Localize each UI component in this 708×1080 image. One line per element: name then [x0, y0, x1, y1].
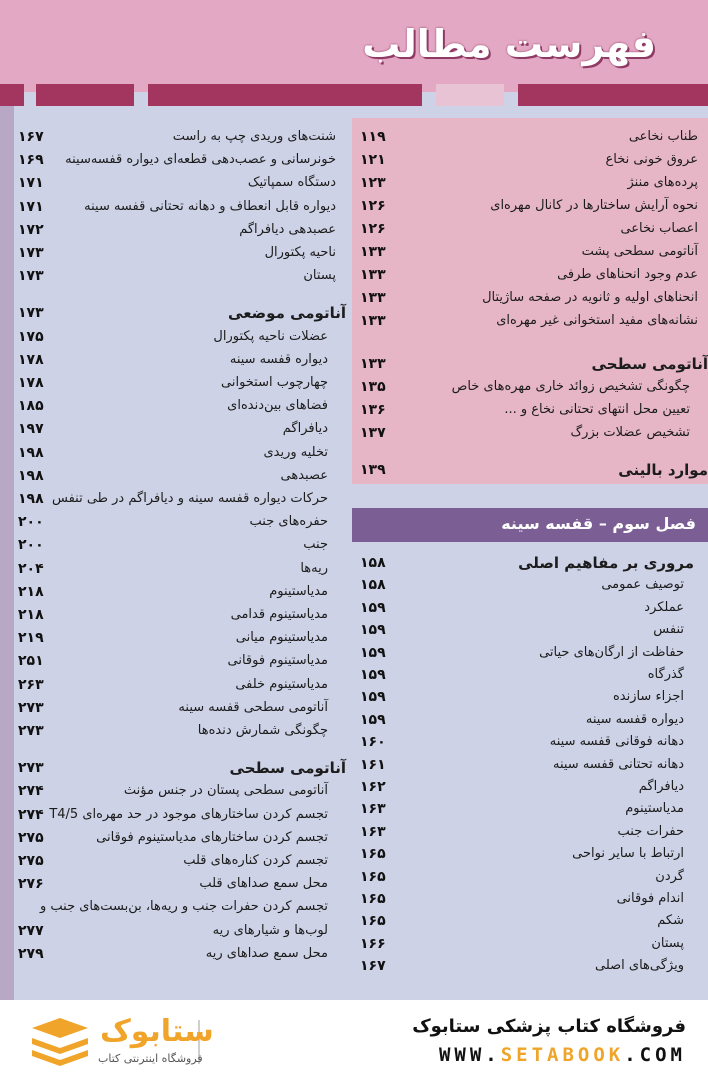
toc-entry-title: لوب‌ها و شیارهای ریه — [212, 922, 328, 938]
toc-page-number: ۲۱۹ — [18, 630, 44, 647]
toc-page-number: ۱۷۲ — [18, 221, 44, 238]
toc-entry-title: دیواره قفسه سینه — [585, 711, 684, 727]
toc-entry — [18, 395, 336, 417]
toc-entry — [360, 310, 698, 332]
toc-entry-title: حفاظت از ارگان‌های حیاتی — [539, 644, 684, 660]
toc-entry-title: آناتومی سطحی پستان در جنس مؤنث — [123, 783, 328, 799]
toc-page-number: ۱۱۹ — [360, 129, 386, 145]
url-prefix: WWW. — [438, 1044, 501, 1066]
toc-section-heading — [18, 757, 346, 779]
toc-entry — [360, 619, 684, 641]
toc-page-number: ۲۷۵ — [18, 853, 44, 869]
decor-bar — [148, 84, 422, 106]
toc-page-number: ۱۸۵ — [18, 398, 44, 415]
toc-page-number: ۱۲۱ — [360, 152, 386, 168]
toc-page-number: ۱۳۶ — [360, 402, 386, 418]
toc-entry — [18, 511, 336, 533]
toc-page-number: ۱۶۶ — [360, 935, 386, 952]
toc-entry — [18, 827, 336, 849]
toc-page-number: ۲۱۸ — [18, 607, 44, 623]
toc-page-number: ۲۰۴ — [18, 560, 44, 577]
toc-page-number: ۱۶۷ — [360, 958, 386, 975]
toc-entry — [18, 172, 336, 194]
toc-entry — [360, 149, 698, 171]
toc-page-number: ۱۳۳ — [360, 267, 386, 283]
toc-entry — [360, 776, 684, 798]
toc-entry-title: دهانه فوقانی قفسه سینه — [549, 734, 684, 750]
toc-page-number: ۱۷۳ — [18, 305, 44, 322]
toc-page-number: ۱۳۳ — [360, 244, 386, 260]
toc-entry — [18, 850, 336, 872]
toc-page-number: ۱۹۷ — [18, 421, 44, 438]
toc-page-number: ۱۷۸ — [18, 351, 44, 368]
toc-entry-title: انحناهای اولیه و ثانویه در صفحه ساژیتال — [482, 290, 698, 305]
toc-page-number: ۲۷۴ — [18, 783, 44, 800]
toc-page-number: ۲۵۱ — [18, 653, 44, 670]
toc-entry-title: ناحیه پکتورال — [264, 245, 336, 260]
toc-page-number: ۱۹۸ — [18, 467, 44, 484]
toc-page-number: ۲۷۵ — [18, 829, 44, 846]
toc-entry-title: اعصاب نخاعی — [620, 221, 698, 236]
toc-entry — [18, 920, 336, 942]
toc-page-number: ۱۵۹ — [360, 689, 386, 706]
toc-entry-title: دیافراگم — [282, 421, 328, 437]
toc-entry — [18, 558, 336, 580]
toc-entry-title: محل سمع صداهای قلب — [199, 876, 328, 892]
toc-page-number: ۱۵۹ — [360, 622, 386, 639]
toc-page-number: ۲۰۰ — [18, 537, 44, 554]
toc-entry-title: آناتومی سطحی — [591, 355, 708, 373]
toc-entry — [360, 287, 698, 309]
toc-entry — [18, 488, 336, 510]
toc-page-number: ۱۶۵ — [360, 913, 386, 930]
toc-page-number: ۱۷۳ — [18, 245, 44, 261]
toc-page-number: ۱۳۳ — [360, 356, 386, 372]
toc-entry-title: آناتومی موضعی — [228, 304, 346, 323]
toc-entry — [360, 709, 684, 731]
toc-entry-title: گذرگاه — [647, 667, 684, 682]
toc-page-number: ۲۰۰ — [18, 514, 44, 531]
toc-entry-title: نحوه آرایش ساختارها در کانال مهره‌ای — [490, 198, 698, 213]
toc-entry-title: شکم — [657, 913, 684, 929]
toc-entry — [360, 126, 698, 148]
chapter-header — [352, 508, 708, 542]
toc-page-number: ۲۷۹ — [18, 945, 44, 962]
toc-entry-title: پستان — [651, 935, 684, 951]
toc-page-number: ۱۷۵ — [18, 328, 44, 345]
toc-page-number: ۲۷۶ — [18, 876, 44, 893]
toc-entry-title: خونرسانی و عصب‌دهی قطعه‌ای دیواره قفسه‌سینه — [65, 152, 336, 168]
toc-entry-title: ارتباط با سایر نواحی — [572, 846, 684, 862]
toc-page-number: ۱۶۳ — [360, 823, 386, 840]
toc-entry-title: آناتومی سطحی پشت — [581, 244, 698, 259]
toc-entry — [18, 126, 336, 148]
toc-entry — [18, 534, 336, 556]
toc-page-number: ۱۳۹ — [360, 462, 386, 478]
toc-entry — [360, 686, 684, 708]
toc-page-number: ۱۵۹ — [360, 711, 386, 728]
toc-entry-title: مدیاستینوم میانی — [235, 630, 328, 646]
store-url[interactable] — [439, 1044, 686, 1066]
toc-page-number: ۱۵۸ — [360, 555, 386, 571]
toc-entry-title: دیواره قفسه سینه — [229, 351, 328, 367]
toc-page-number: ۲۶۳ — [18, 676, 44, 693]
toc-entry — [360, 574, 684, 596]
toc-page-number: ۲۷۳ — [18, 760, 44, 777]
toc-entry-title: مروری بر مفاهیم اصلی — [518, 554, 694, 572]
toc-entry — [18, 372, 336, 394]
toc-page-number: ۱۶۲ — [360, 779, 386, 795]
toc-entry — [18, 780, 336, 802]
decor-bar — [518, 84, 708, 106]
toc-entry — [360, 422, 698, 444]
toc-entry-title: عضلات ناحیه پکتورال — [213, 328, 328, 344]
toc-page-number: ۲۷۴ — [18, 806, 44, 823]
toc-entry-title: عصبدهی دیافراگم — [239, 221, 336, 237]
toc-entry — [18, 804, 336, 826]
toc-entry-title: ریه‌ها — [300, 560, 328, 576]
toc-page-number: ۱۶۵ — [360, 891, 386, 907]
toc-entry — [360, 642, 684, 664]
toc-entry — [360, 843, 684, 865]
toc-entry-title: ویژگی‌های اصلی — [594, 958, 684, 974]
toc-page-number: ۲۷۳ — [18, 699, 44, 716]
toc-entry — [18, 265, 336, 287]
toc-entry-title: موارد بالینی — [618, 461, 708, 479]
toc-entry-title: تشخیص عضلات بزرگ — [570, 425, 690, 440]
toc-entry — [18, 581, 336, 603]
toc-entry-title: عروق خونی نخاع — [605, 152, 698, 167]
toc-page-number: ۱۲۶ — [360, 198, 386, 214]
toc-entry-title: مدیاستینوم فوقانی — [227, 653, 328, 669]
toc-entry-title: حرکات دیواره قفسه سینه و دیافراگم در طی تنفس — [52, 491, 328, 506]
page-edge-strip — [0, 0, 14, 1000]
toc-entry-title: مدیاستینوم قدامی — [230, 607, 328, 622]
toc-entry — [18, 219, 336, 241]
toc-entry — [18, 418, 336, 440]
toc-page-number: ۱۳۷ — [360, 425, 386, 441]
toc-entry-title: تعیین محل انتهای تحتانی نخاع و ... — [504, 402, 690, 417]
toc-page-number: ۱۶۵ — [360, 868, 386, 885]
toc-page-number: ۱۶۰ — [360, 734, 386, 751]
book-logo-icon — [28, 1014, 92, 1066]
toc-entry-title: چگونگی شمارش دنده‌ها — [197, 723, 328, 738]
toc-entry-title: مدیاستینوم — [269, 583, 328, 599]
toc-entry-title: توصیف عمومی — [601, 577, 684, 593]
toc-page-number: ۱۵۸ — [360, 577, 386, 594]
toc-entry-title: چگونگی تشخیص زوائد خاری مهره‌های خاص — [451, 379, 690, 394]
toc-page-number: ۱۳۳ — [360, 313, 386, 329]
toc-entry-title: عصبدهی — [280, 467, 328, 483]
toc-entry-title: مدیاستینوم خلفی — [235, 676, 328, 692]
toc-page-number: ۱۶۷ — [18, 129, 44, 145]
toc-entry-title: آناتومی سطحی قفسه سینه — [178, 699, 328, 715]
toc-entry — [18, 196, 336, 218]
toc-entry — [360, 910, 684, 932]
toc-entry-title: پستان — [303, 268, 336, 284]
toc-entry — [360, 218, 698, 240]
toc-entry-title: تجسم کردن ساختارهای موجود در حد مهره‌ای T4/5 — [49, 806, 328, 822]
toc-entry — [360, 821, 684, 843]
toc-entry — [360, 195, 698, 217]
toc-entry-title: نشانه‌های مفید استخوانی غیر مهره‌ای — [496, 313, 698, 328]
page-header — [0, 0, 708, 92]
toc-section-heading — [18, 302, 346, 324]
toc-entry — [360, 399, 698, 421]
store-name: فروشگاه کتاب پزشکی ستابوک — [412, 1016, 686, 1037]
toc-entry-title: اندام فوقانی — [616, 891, 684, 906]
store-logo — [28, 1014, 278, 1070]
toc-entry-title: عملکرد — [644, 599, 684, 615]
toc-page-number: ۲۱۸ — [18, 583, 44, 600]
decor-bar — [36, 84, 134, 106]
toc-entry-title: مدیاستینوم — [625, 801, 684, 817]
toc-page-number: ۱۵۹ — [360, 667, 386, 683]
toc-entry-title: شنت‌های وریدی چپ به راست — [172, 129, 336, 144]
toc-page-number: ۱۷۸ — [18, 375, 44, 391]
logo-wordmark: ستابوک — [100, 1014, 214, 1049]
toc-entry — [360, 264, 698, 286]
toc-entry — [360, 241, 698, 263]
toc-entry — [18, 720, 336, 742]
toc-entry — [360, 664, 684, 686]
toc-page-number: ۱۹۸ — [18, 444, 44, 461]
toc-entry-title: گردن — [655, 868, 684, 884]
toc-entry-title: تخلیه وریدی — [263, 444, 328, 460]
toc-page-number: ۱۶۳ — [360, 801, 386, 818]
toc-page-number: ۲۷۷ — [18, 922, 44, 939]
toc-entry — [18, 442, 336, 464]
toc-entry-title: تجسم کردن حفرات جنب و ریه‌ها، بن‌بست‌های جنب و — [39, 899, 328, 915]
toc-entry — [18, 674, 336, 696]
logo-tagline: فروشگاه اینترنتی کتاب — [98, 1052, 203, 1065]
decor-bar — [436, 84, 504, 106]
toc-entry-title: دستگاه سمپاتیک — [247, 175, 336, 191]
toc-entry-title: جنب — [303, 537, 328, 553]
url-highlight: SETABOOK — [500, 1044, 625, 1066]
toc-page-number: ۱۲۳ — [360, 175, 386, 191]
toc-entry — [360, 172, 698, 194]
toc-page-number: ۱۵۹ — [360, 644, 386, 661]
toc-page-number: ۱۵۹ — [360, 599, 386, 616]
chapter-title: فصل سوم – قفسه سینه — [501, 514, 696, 533]
toc-entry-title: فضاهای بین‌دنده‌ای — [227, 398, 328, 414]
toc-entry-title: تنفس — [653, 622, 684, 638]
toc-entry — [360, 731, 684, 753]
toc-section-heading — [360, 353, 708, 375]
toc-page-number: ۲۷۳ — [18, 723, 44, 739]
toc-entry — [18, 149, 336, 171]
toc-page-number: ۱۷۱ — [18, 198, 44, 215]
toc-entry-title: دهانه تحتانی قفسه سینه — [552, 756, 684, 772]
toc-entry — [360, 597, 684, 619]
toc-page-number: ۱۳۵ — [360, 379, 386, 395]
toc-entry-title: دیافراگم — [638, 779, 684, 794]
footer — [0, 1000, 708, 1080]
toc-entry-title: محل سمع صداهای ریه — [205, 945, 328, 961]
toc-entry — [360, 866, 684, 888]
toc-entry — [18, 650, 336, 672]
toc-page-number: ۱۷۱ — [18, 175, 44, 192]
toc-entry-title: پرده‌های مننژ — [627, 175, 698, 190]
toc-entry-title: تجسم کردن ساختارهای مدیاستینوم فوقانی — [96, 829, 328, 845]
toc-entry — [360, 933, 684, 955]
page-title: فهرست مطالب — [362, 22, 656, 66]
toc-entry — [18, 697, 336, 719]
toc-entry — [18, 943, 336, 965]
toc-entry — [18, 896, 336, 918]
toc-entry — [360, 888, 684, 910]
decorative-bars — [0, 84, 708, 106]
toc-entry-title: حفرات جنب — [617, 823, 684, 839]
toc-entry — [18, 242, 336, 264]
toc-entry — [18, 326, 336, 348]
toc-entry-title: تجسم کردن کناره‌های قلب — [183, 853, 328, 868]
toc-entry-title: عدم وجود انحناهای طرفی — [557, 267, 698, 282]
toc-page-number: ۱۲۶ — [360, 221, 386, 237]
toc-entry-title: اجزاء سازنده — [612, 689, 684, 705]
toc-entry — [18, 873, 336, 895]
toc-page-number: ۱۷۳ — [18, 268, 44, 285]
toc-entry-title: چهارچوب استخوانی — [221, 375, 328, 390]
toc-entry — [18, 604, 336, 626]
toc-page-number: ۱۹۸ — [18, 491, 44, 507]
decor-bar — [0, 84, 24, 106]
toc-entry — [360, 754, 684, 776]
toc-page-number: ۱۳۳ — [360, 290, 386, 306]
toc-page-number: ۱۶۹ — [18, 152, 44, 169]
toc-section-heading — [360, 459, 708, 481]
toc-entry — [360, 798, 684, 820]
toc-entry-title: حفره‌های جنب — [249, 514, 328, 530]
toc-page-number: ۱۶۵ — [360, 846, 386, 863]
toc-page-number: ۱۶۱ — [360, 756, 386, 773]
toc-entry-title: آناتومی سطحی — [229, 759, 346, 778]
url-suffix: .COM — [624, 1044, 686, 1066]
toc-entry-title: طناب نخاعی — [628, 129, 698, 144]
toc-entry — [18, 465, 336, 487]
toc-section-heading — [360, 552, 694, 574]
toc-entry — [360, 376, 698, 398]
toc-entry — [18, 627, 336, 649]
toc-entry — [360, 955, 684, 977]
toc-entry-title: دیواره قابل انعطاف و دهانه تحتانی قفسه سینه — [84, 198, 336, 214]
toc-entry — [18, 349, 336, 371]
